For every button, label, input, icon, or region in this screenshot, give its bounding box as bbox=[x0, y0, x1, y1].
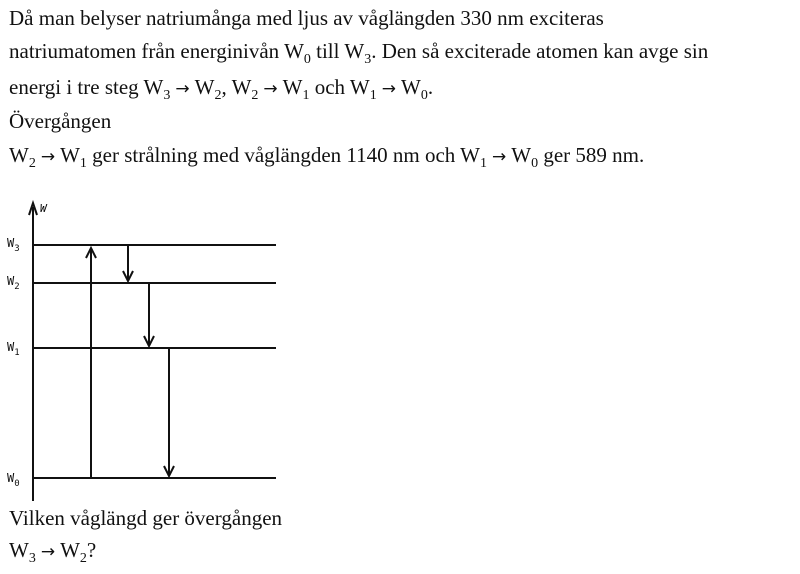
subscript: 0 bbox=[303, 52, 311, 67]
problem-line-2 bbox=[9, 36, 708, 75]
problem-text: och bbox=[309, 75, 350, 99]
symbol-w: W bbox=[349, 75, 370, 99]
level-label-w1: $W_1$ bbox=[7, 340, 20, 358]
level-label-w0: $W_0$ bbox=[7, 471, 20, 489]
symbol-w: W bbox=[9, 143, 29, 167]
arrow-icon: → bbox=[175, 79, 190, 99]
subscript: 1 bbox=[302, 88, 310, 103]
symbol-w: W bbox=[460, 143, 480, 167]
question-line-1 bbox=[9, 503, 282, 533]
problem-text: ger 589 nm. bbox=[538, 143, 645, 167]
subscript: 3 bbox=[28, 551, 36, 566]
subscript: 0 bbox=[420, 88, 428, 103]
subscript: 1 bbox=[369, 88, 377, 103]
subscript: 1 bbox=[480, 156, 487, 171]
problem-text: , bbox=[221, 75, 232, 99]
question-text: ? bbox=[86, 538, 97, 562]
symbol-w: W bbox=[511, 143, 532, 167]
subscript: 2 bbox=[79, 551, 87, 566]
problem-text: till bbox=[310, 39, 345, 63]
subscript: 2 bbox=[28, 156, 36, 171]
symbol-w: W bbox=[60, 538, 80, 562]
problem-text: energi i tre steg bbox=[9, 75, 144, 99]
symbol-w: W bbox=[284, 39, 304, 63]
subscript: 0 bbox=[531, 156, 539, 171]
problem-text: natriumatomen från energinivån bbox=[9, 39, 285, 63]
subscript: 2 bbox=[251, 88, 259, 103]
question-text: Vilken våglängd ger övergången bbox=[9, 506, 283, 530]
arrow-icon: → bbox=[40, 147, 56, 167]
symbol-w: W bbox=[143, 75, 164, 99]
level-label-w2: $W_2$ bbox=[7, 274, 20, 292]
problem-line-4 bbox=[9, 106, 111, 136]
problem-line-5 bbox=[9, 140, 644, 179]
axis-label: W bbox=[40, 202, 47, 215]
subscript: 2 bbox=[214, 88, 222, 103]
problem-text: . bbox=[427, 75, 434, 99]
subscript: 3 bbox=[364, 52, 372, 67]
question-line-2 bbox=[9, 535, 96, 574]
symbol-w: W bbox=[231, 75, 252, 99]
symbol-w: W bbox=[194, 75, 215, 99]
energy-level-diagram bbox=[0, 195, 300, 507]
arrow-icon: → bbox=[492, 147, 507, 167]
symbol-w: W bbox=[60, 143, 80, 167]
symbol-w: W bbox=[401, 75, 421, 99]
arrow-icon: → bbox=[40, 542, 56, 562]
problem-text: Övergången bbox=[9, 109, 112, 133]
subscript: 3 bbox=[163, 88, 171, 103]
symbol-w: W bbox=[9, 538, 29, 562]
subscript: 1 bbox=[79, 156, 87, 171]
arrow-icon: → bbox=[263, 79, 278, 99]
arrow-icon: → bbox=[381, 79, 396, 99]
problem-text: Då man belyser natriumånga med ljus av våglängden 330 nm exciteras bbox=[9, 6, 604, 30]
symbol-w: W bbox=[282, 75, 303, 99]
problem-text: ger strålning med våglängden 1140 nm och bbox=[86, 143, 461, 167]
symbol-w: W bbox=[344, 39, 365, 63]
problem-text: . Den så exciterade atomen kan avge sin bbox=[371, 39, 709, 63]
level-label-w3: $W_3$ bbox=[7, 236, 20, 254]
problem-line-1 bbox=[9, 3, 604, 33]
